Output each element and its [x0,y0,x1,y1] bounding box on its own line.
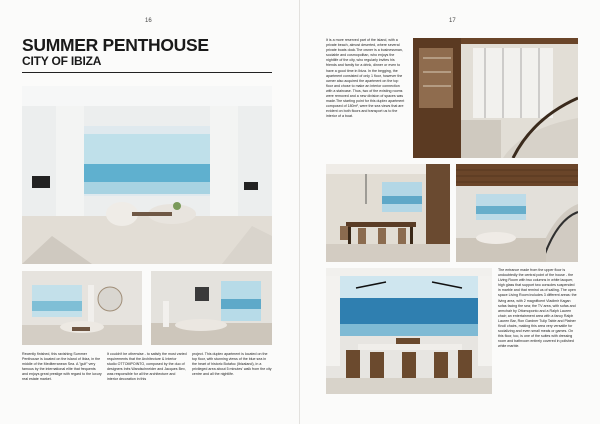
dining-room-photo [326,164,450,262]
staircase-image [413,38,578,158]
body-column-1: Recently finished, this ravishing Summer Penthouse is located on the island of Ibiza, in the middle of the Mediterranean Sea. A "gulf" very famous by the international elite that frequents and enjoys great prestige with regard to the luxury real estate market. [22,352,102,382]
article-subtitle: CITY OF IBIZA [22,54,102,68]
body-column-3: project. This duplex apartment is located on the top floor, with stunning views of the blue sea in the heart of historic Botafoc (Ibizaland), in a privileged area about 5 minutes' walk from the city centre and all the nightlife. [192,352,272,377]
living-room-photo [22,86,272,264]
lounge-sea-view-photo [151,271,272,345]
living-room-image [22,86,272,264]
lounge-arched-window-photo [22,271,142,345]
right-body-column: The entrance made from the upper floor is undoubtedly the central point of the house - the Living Room with two columns in white lacquer, high glass that support two consoles suspended in marble and that remind us of sailing. The open space Living Room includes 3 different areas: the living area, with 2 magnificent Vladimir Kagan sofas facing the sea; the TV area, with sofas and armchair by Ottomoponto and a Ralph Lauren chair; an entertainment area with a fancy Ralph Lauren Bar, Ron Gardner Tulip Table and Platner Knoll chairs, making this area very versatile for socializing and even small meals or games. On this floor, too, is one of the suites with dressing room and bathroom entirely covered in polished white marble. [498,268,577,349]
right-page [300,0,600,424]
staircase-photo [413,38,578,158]
bedroom-image [456,164,578,262]
page-number-left: 16 [145,18,152,24]
page-number-right: 17 [449,18,456,24]
intro-column: It is a more reserved part of the island, with a private beach, almost deserted, where several private boats dock.The owner is a businessman, sociable and cosmopolitan, who enjoys the nightlife of the city, who regularly invites his friends and family for a drink, dinner or even to have a good time in Ibiza. In the begging, the apartment consisted of only 1 floor, however the owner also acquired the apartment on the top floor and chose to make an interior connection with a staircase. Thus, two of the existing rooms were removed and a new division of spaces was made.The starting point for this duplex apartment composed of 180m², were the sea views that are evident on both floors and transport us to the interior of a boat. [326,38,405,119]
dining-terrace-image [326,268,492,394]
dining-room-image [326,164,450,262]
lounge-sea-view-image [151,271,272,345]
bedroom-photo [456,164,578,262]
title-rule [22,72,272,73]
article-title: SUMMER PENTHOUSE [22,35,209,55]
lounge-arched-window-image [22,271,142,345]
dining-terrace-photo [326,268,492,394]
body-column-2: It couldn't be otherwise - to satisfy the most varied requirements that the Architecture & Interior studio OTTOMPOINTO, composed by the duo of designers Inês Wandschneider and Jacques Bex, was responsible for all the architecture and interior decoration in this [107,352,187,382]
